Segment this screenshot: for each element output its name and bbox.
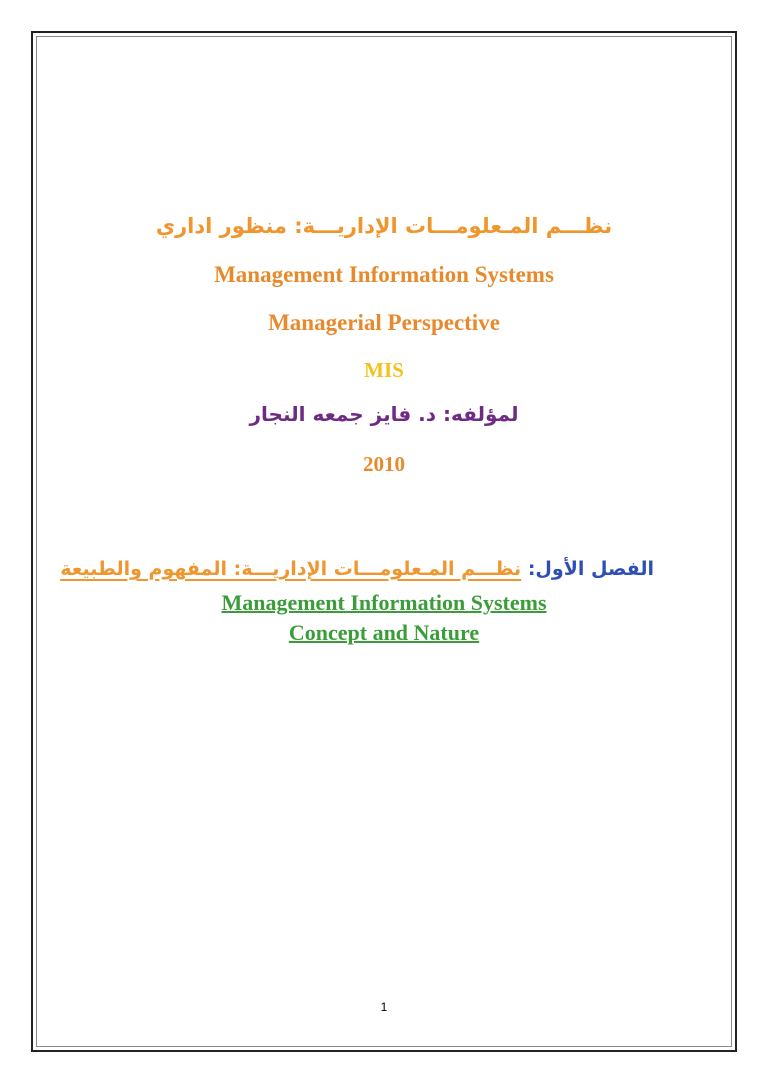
author-line: لمؤلفه: د. فايز جمعه النجار [249,402,519,426]
book-acronym: MIS [364,358,404,382]
book-title-arabic: نظـــم المـعلومـــات الإداريـــة: منظور اداري [155,214,613,238]
page-border [31,31,737,1052]
book-title-english: Management Information Systems [214,262,554,287]
chapter-subtitle-english: Concept and Nature [288,620,480,645]
page-number: 1 [380,1000,388,1014]
chapter-title-english: Management Information Systems [221,590,547,615]
chapter-heading-arabic [60,558,654,580]
publication-year: 2010 [363,452,405,476]
book-subtitle-english: Managerial Perspective [268,310,500,335]
chapter-label: الفصل الأول: [527,558,654,580]
chapter-title-arabic: نظـــم المـعلومـــات الإداريـــة: المفهوم والطبيعة [60,558,522,580]
